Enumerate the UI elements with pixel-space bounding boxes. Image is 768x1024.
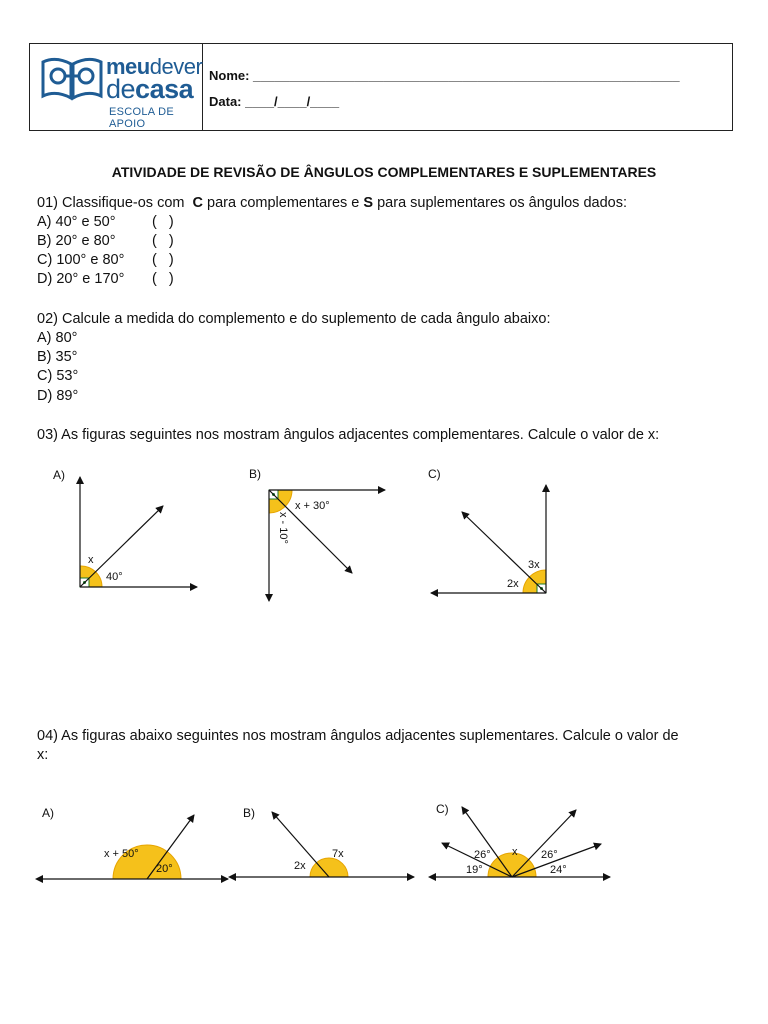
q1-item: C) 100° e 80° <box>37 252 125 268</box>
angle-label: 2x <box>507 578 519 590</box>
page-title: ATIVIDADE DE REVISÃO DE ÂNGULOS COMPLEMENTARES E SUPLEMENTARES <box>111 164 657 180</box>
q4-fig-b-label: B) <box>243 806 255 820</box>
answer-box[interactable]: ( ) <box>152 252 174 268</box>
angle-label: 3x <box>528 559 540 571</box>
q3-figure-a <box>80 477 197 587</box>
q3-fig-c-label: C) <box>428 467 441 481</box>
angle-label: x <box>512 846 518 858</box>
q4-intro-line1: 04) As figuras abaixo seguintes nos mostram ângulos adjacentes suplementares. Calcule o valor de <box>37 728 679 744</box>
q1-item: B) 20° e 80° <box>37 233 116 249</box>
q3-intro: 03) As figuras seguintes nos mostram ângulos adjacentes complementares. Calcule o valor de x: <box>37 427 660 443</box>
q3-figure-b <box>269 490 385 601</box>
angle-label: 24° <box>550 864 567 876</box>
q3-fig-a-label: A) <box>53 468 65 482</box>
logo-wordmark-bottom: decasa <box>106 74 194 104</box>
q3-fig-b-label: B) <box>249 467 261 481</box>
angle-label: x <box>88 554 94 566</box>
angle-label: 2x <box>294 860 306 872</box>
angle-label: x + 50° <box>104 848 139 860</box>
answer-box[interactable]: ( ) <box>152 214 174 230</box>
q4-fig-c-label: C) <box>436 802 449 816</box>
name-field[interactable]: Nome: ___________________________________________________________ <box>209 68 680 83</box>
q2-item: C) 53° <box>37 368 79 384</box>
q4-figure-b <box>235 812 414 877</box>
answer-box[interactable]: ( ) <box>152 271 174 287</box>
q4-fig-a-label: A) <box>42 806 54 820</box>
q4-intro-line2: x: <box>37 747 49 763</box>
angle-label: x + 30° <box>295 500 330 512</box>
angle-label: 7x <box>332 848 344 860</box>
angle-arc <box>310 858 348 877</box>
angle-label: 40° <box>106 571 123 583</box>
angle-label: 26° <box>541 849 558 861</box>
angle-label: 26° <box>474 849 491 861</box>
q2-item: B) 35° <box>37 349 78 365</box>
q3-figure-c <box>431 485 546 593</box>
angle-label: 20° <box>156 863 173 875</box>
answer-box[interactable]: ( ) <box>152 233 174 249</box>
angle-label: x - 10° <box>277 512 289 544</box>
angle-label: 19° <box>466 864 483 876</box>
logo-wordmark-top: meudever <box>106 54 203 79</box>
logo-subtitle: ESCOLA DE APOIO <box>109 106 175 130</box>
q1-item: D) 20° e 170° <box>37 271 125 287</box>
q2-item: D) 89° <box>37 388 79 404</box>
q4-figure-c <box>435 807 610 877</box>
q1-item: A) 40° e 50° <box>37 214 116 230</box>
q2-item: A) 80° <box>37 330 78 346</box>
q2-intro: 02) Calcule a medida do complemento e do suplemento de cada ângulo abaixo: <box>37 311 551 327</box>
q1-intro: 01) Classifique-os com C para complementares e S para suplementares os ângulos dados: <box>37 195 627 211</box>
date-field[interactable]: Data: ____/____/____ <box>209 94 340 109</box>
q4-figure-a <box>42 815 228 879</box>
